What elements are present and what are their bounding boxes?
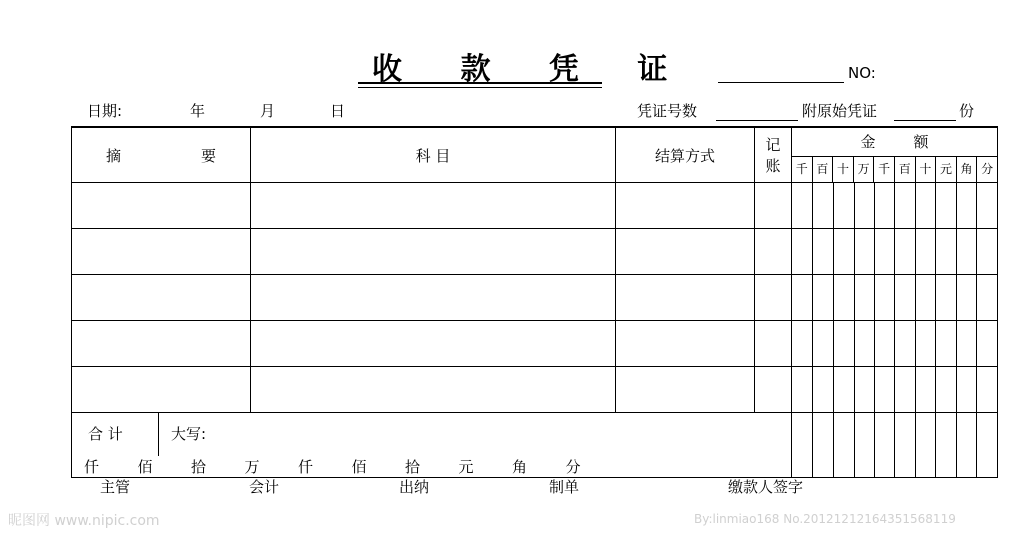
amount-digit-header: 角 [956, 157, 977, 182]
footer-payer-sign: 缴款人签字 [728, 478, 804, 496]
attached-docs-label: 附原始凭证 [802, 102, 878, 120]
daxie-unit: 佰 [137, 458, 153, 476]
daxie-units [84, 456, 619, 477]
voucher-number-field[interactable] [716, 102, 798, 121]
daxie-unit: 佰 [351, 458, 367, 476]
footer-accountant: 会计 [249, 478, 280, 496]
attached-docs-unit: 份 [959, 102, 975, 120]
amount-digit-header: 千 [795, 162, 808, 176]
daxie-unit: 万 [244, 458, 260, 476]
summary-header: 摘 要 [72, 127, 251, 183]
amount-digit-header: 百 [894, 157, 915, 182]
daxie-unit: 拾 [405, 458, 421, 476]
table-row [72, 275, 998, 321]
attached-docs-field[interactable] [894, 102, 956, 121]
total-row [72, 413, 998, 478]
date-day: 日 [330, 102, 346, 120]
amount-digit-header: 万 [853, 157, 874, 182]
amount-digit-header: 百 [812, 157, 833, 182]
total-label: 合 计 [72, 413, 159, 456]
daxie-unit: 分 [565, 458, 581, 476]
amount-digit-header: 千 [873, 157, 894, 182]
date-label: 日期: [87, 102, 123, 120]
date-month: 月 [260, 102, 276, 120]
footer-preparer: 制单 [549, 478, 580, 496]
daxie-unit: 仟 [84, 458, 100, 476]
number-field-line[interactable] [718, 82, 844, 83]
voucher-title: 收 款 凭 证 [372, 52, 692, 87]
amount-digit-header: 十 [832, 157, 853, 182]
daxie-unit: 元 [458, 458, 474, 476]
amount-digit-header: 分 [976, 157, 997, 182]
table-row [72, 367, 998, 413]
daxie-unit: 拾 [191, 458, 207, 476]
total-cell [72, 413, 792, 478]
amount-digit-header: 十 [915, 157, 936, 182]
amount-digit-header: 元 [935, 157, 956, 182]
footer-supervisor: 主管 [100, 478, 131, 496]
number-label: NO: [848, 64, 876, 82]
posted-header: 记 账 [755, 127, 792, 183]
title-underline [358, 82, 602, 84]
date-year: 年 [190, 102, 206, 120]
daxie-label: 大写: [171, 425, 207, 443]
table-row [72, 229, 998, 275]
voucher-number-label: 凭证号数 [637, 102, 698, 120]
daxie-unit: 仟 [298, 458, 314, 476]
watermark-left: 昵图网 www.nipic.com [8, 513, 160, 529]
settlement-header: 结算方式 [616, 127, 755, 183]
watermark-right: By:linmiao168 No.20121212164351568119 [694, 512, 956, 526]
table-row [72, 183, 998, 229]
voucher-table [71, 126, 998, 478]
table-row [72, 321, 998, 367]
amount-header: 金额 千 百 十 万 千 百 十 元 角 分 [792, 127, 998, 183]
subject-header: 科 目 [251, 127, 616, 183]
daxie-unit: 角 [512, 458, 528, 476]
title-underline-thin [358, 87, 602, 88]
footer-cashier: 出纳 [399, 478, 430, 496]
